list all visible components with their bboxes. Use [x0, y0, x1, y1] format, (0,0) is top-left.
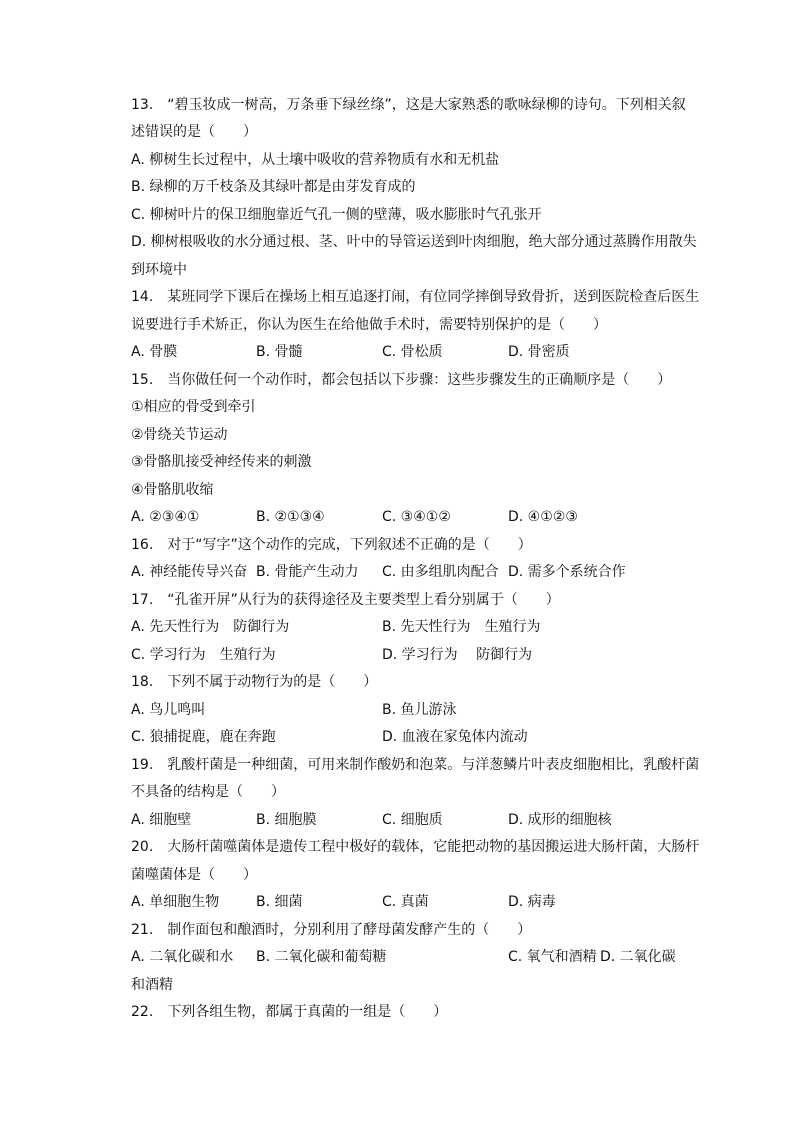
question-19-option-a: A. 细胞壁 — [131, 812, 192, 828]
question-18-stem: 18. 下列不属于动物行为的是（ ） — [131, 674, 378, 690]
question-20-option-a: A. 单细胞生物 — [131, 894, 220, 910]
question-14-option-c: C. 骨松质 — [382, 344, 443, 360]
question-20-stem-line-2: 菌噬菌体是（ ） — [131, 867, 257, 883]
question-15-item-3: ③骨骼肌接受神经传来的刺激 — [131, 454, 312, 470]
question-21-stem: 21. 制作面包和酿酒时，分别利用了酵母菌发酵产生的（ ） — [131, 922, 532, 938]
question-17-option-a: A. 先天性行为 防御行为 — [131, 619, 290, 635]
question-16-stem: 16. 对于“写字”这个动作的完成，下列叙述不正确的是（ ） — [131, 537, 532, 553]
question-18-option-d: D. 血液在家兔体内流动 — [382, 729, 528, 745]
question-14-option-d: D. 骨密质 — [508, 344, 570, 360]
question-20-option-c: C. 真菌 — [382, 894, 429, 910]
question-16-option-c: C. 由多组肌肉配合 — [382, 564, 499, 580]
question-16-option-a: A. 神经能传导兴奋 — [131, 564, 248, 580]
question-19-stem-line-1: 19. 乳酸杆菌是一种细菌，可用来制作酸奶和泡菜。与洋葱鳞片叶表皮细胞相比，乳酸杆菌 — [131, 757, 700, 773]
question-13-option-c: C. 柳树叶片的保卫细胞靠近气孔一侧的壁薄，吸水膨胀时气孔张开 — [131, 207, 542, 223]
question-15-option-b: B. ②①③④ — [256, 509, 325, 525]
question-13-option-d-cont: 到环境中 — [131, 262, 187, 278]
question-19-option-d: D. 成形的细胞核 — [508, 812, 612, 828]
question-21-option-a: A. 二氧化碳和水 — [131, 949, 234, 965]
question-15-option-a: A. ②③④① — [131, 509, 200, 525]
question-15-option-d: D. ④①②③ — [508, 509, 578, 525]
question-13-stem-line-2: 述错误的是（ ） — [131, 124, 257, 140]
question-19-stem-line-2: 不具备的结构是（ ） — [131, 784, 285, 800]
question-13-option-a: A. 柳树生长过程中，从土壤中吸收的营养物质有水和无机盐 — [131, 152, 500, 168]
question-14-option-b: B. 骨髓 — [256, 344, 303, 360]
question-14-stem-line-2: 说要进行手术矫正，你认为医生在给他做手术时，需要特别保护的是（ ） — [131, 317, 607, 333]
question-17-option-b: B. 先天性行为 生殖行为 — [382, 619, 541, 635]
question-20-stem-line-1: 20. 大肠杆菌噬菌体是遗传工程中极好的载体，它能把动物的基因搬运进大肠杆菌，大肠杆 — [131, 839, 700, 855]
question-13-option-d: D. 柳树根吸收的水分通过根、茎、叶中的导管运送到叶肉细胞，绝大部分通过蒸腾作用散失 — [131, 234, 697, 250]
question-19-option-b: B. 细胞膜 — [256, 812, 317, 828]
question-18-option-b: B. 鱼儿游泳 — [382, 702, 457, 718]
question-21-option-d-cont: 和酒精 — [131, 977, 173, 993]
question-16-option-b: B. 骨能产生动力 — [256, 564, 359, 580]
question-16-option-d: D. 需多个系统合作 — [508, 564, 626, 580]
question-19-option-c: C. 细胞质 — [382, 812, 443, 828]
question-13-stem-line-1: 13. “碧玉妆成一树高，万条垂下绿丝绦”，这是大家熟悉的歌咏绿柳的诗句。下列相关叙 — [131, 97, 686, 113]
question-18-option-c: C. 狼捕捉鹿，鹿在奔跑 — [131, 729, 276, 745]
question-21-option-d: D. 二氧化碳 — [600, 949, 676, 965]
question-17-option-c: C. 学习行为 生殖行为 — [131, 647, 276, 663]
question-15-item-1: ①相应的骨受到牵引 — [131, 399, 256, 415]
question-14-option-a: A. 骨膜 — [131, 344, 178, 360]
question-15-item-4: ④骨骼肌收缩 — [131, 482, 214, 498]
question-17-option-d: D. 学习行为 防御行为 — [382, 647, 533, 663]
question-20-option-b: B. 细菌 — [256, 894, 303, 910]
question-22-stem: 22. 下列各组生物，都属于真菌的一组是（ ） — [131, 1004, 448, 1020]
question-17-stem: 17. “孔雀开屏”从行为的获得途径及主要类型上看分别属于（ ） — [131, 592, 560, 608]
question-15-stem: 15. 当你做任何一个动作时，都会包括以下步骤：这些步骤发生的正确顺序是（ ） — [131, 372, 672, 388]
question-21-option-b: B. 二氧化碳和葡萄糖 — [256, 949, 387, 965]
question-15-item-2: ②骨绕关节运动 — [131, 427, 228, 443]
question-15-option-c: C. ③④①② — [382, 509, 451, 525]
question-18-option-a: A. 鸟儿鸣叫 — [131, 702, 206, 718]
question-21-option-c: C. 氧气和酒精 — [508, 949, 597, 965]
question-14-stem-line-1: 14. 某班同学下课后在操场上相互追逐打闹，有位同学摔倒导致骨折，送到医院检查后医生 — [131, 289, 700, 305]
question-20-option-d: D. 病毒 — [508, 894, 556, 910]
question-13-option-b: B. 绿柳的万千枝条及其绿叶都是由芽发育成的 — [131, 179, 416, 195]
